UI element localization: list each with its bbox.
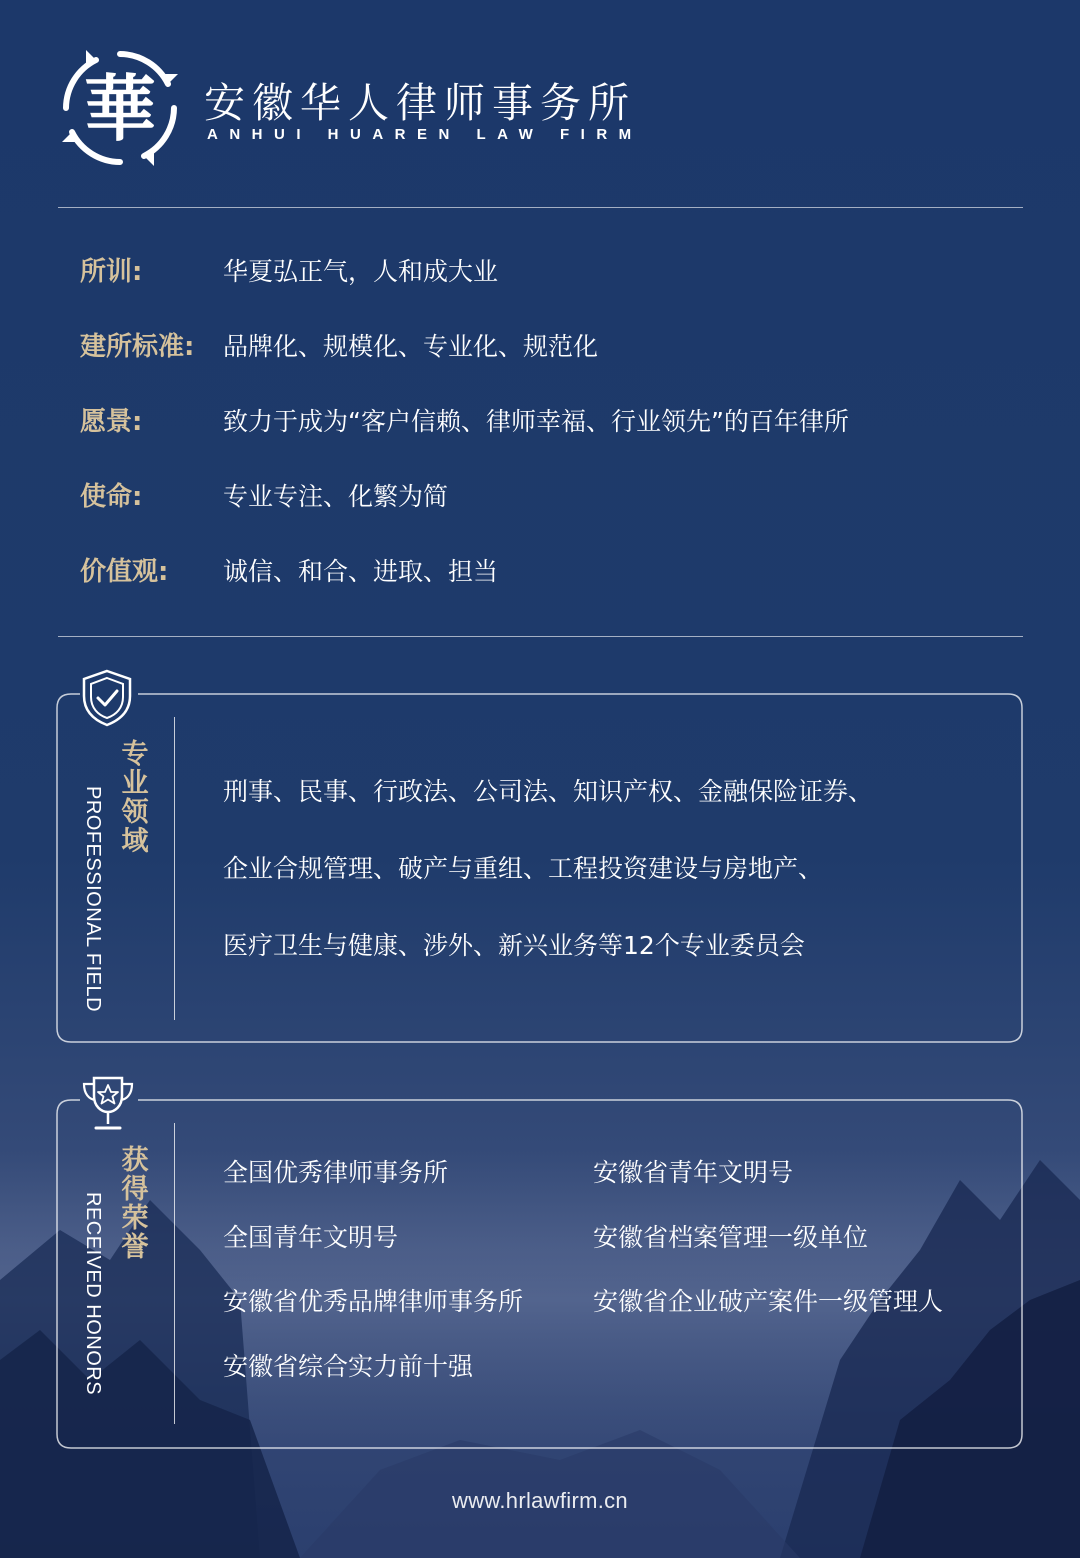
firm-name-cn: 安徽华人律师事务所 bbox=[204, 79, 636, 127]
principle-label: 价值观: bbox=[80, 557, 169, 587]
firm-logo bbox=[56, 44, 184, 172]
professional-title-cn: 专业领域 bbox=[121, 739, 149, 857]
professional-separator bbox=[174, 717, 175, 1020]
principle-value: 诚信、和合、进取、担当 bbox=[223, 557, 499, 586]
divider-top bbox=[58, 207, 1023, 208]
trophy-star-icon bbox=[80, 1074, 136, 1134]
divider-middle bbox=[58, 636, 1023, 637]
logo-character: 華 bbox=[83, 66, 157, 151]
honors-title-en: RECEIVED HONORS bbox=[82, 1192, 104, 1396]
professional-line: 刑事、民事、行政法、公司法、知识产权、金融保险证券、 bbox=[223, 777, 874, 806]
honor-item: 安徽省档案管理一级单位 bbox=[593, 1223, 869, 1252]
honors-title-cn: 获得荣誉 bbox=[121, 1145, 149, 1263]
honor-item: 全国青年文明号 bbox=[223, 1223, 399, 1252]
professional-title-en: PROFESSIONAL FIELD bbox=[82, 786, 104, 1013]
principle-value: 品牌化、规模化、专业化、规范化 bbox=[223, 332, 599, 361]
professional-line: 医疗卫生与健康、涉外、新兴业务等12个专业委员会 bbox=[223, 931, 805, 960]
principle-label: 建所标准: bbox=[80, 332, 195, 362]
website-link[interactable]: www.hrlawfirm.cn bbox=[452, 1488, 628, 1513]
honor-item: 安徽省优秀品牌律师事务所 bbox=[223, 1287, 524, 1316]
principle-value: 专业专注、化繁为简 bbox=[223, 482, 449, 511]
honor-item: 安徽省青年文明号 bbox=[593, 1158, 794, 1187]
honor-item: 全国优秀律师事务所 bbox=[223, 1158, 449, 1187]
firm-name-en: ANHUI HUAREN LAW FIRM bbox=[207, 126, 643, 143]
principle-label: 所训: bbox=[80, 257, 143, 287]
principle-value: 致力于成为“客户信赖、律师幸福、行业领先”的百年律所 bbox=[223, 407, 849, 436]
shield-check-icon bbox=[80, 668, 134, 728]
principle-value: 华夏弘正气，人和成大业 bbox=[223, 257, 499, 286]
professional-line: 企业合规管理、破产与重组、工程投资建设与房地产、 bbox=[223, 854, 824, 883]
principle-label: 愿景: bbox=[80, 407, 143, 437]
honor-item: 安徽省企业破产案件一级管理人 bbox=[593, 1287, 944, 1316]
honors-separator bbox=[174, 1123, 175, 1424]
honor-item: 安徽省综合实力前十强 bbox=[223, 1352, 474, 1381]
principle-label: 使命: bbox=[80, 482, 143, 512]
